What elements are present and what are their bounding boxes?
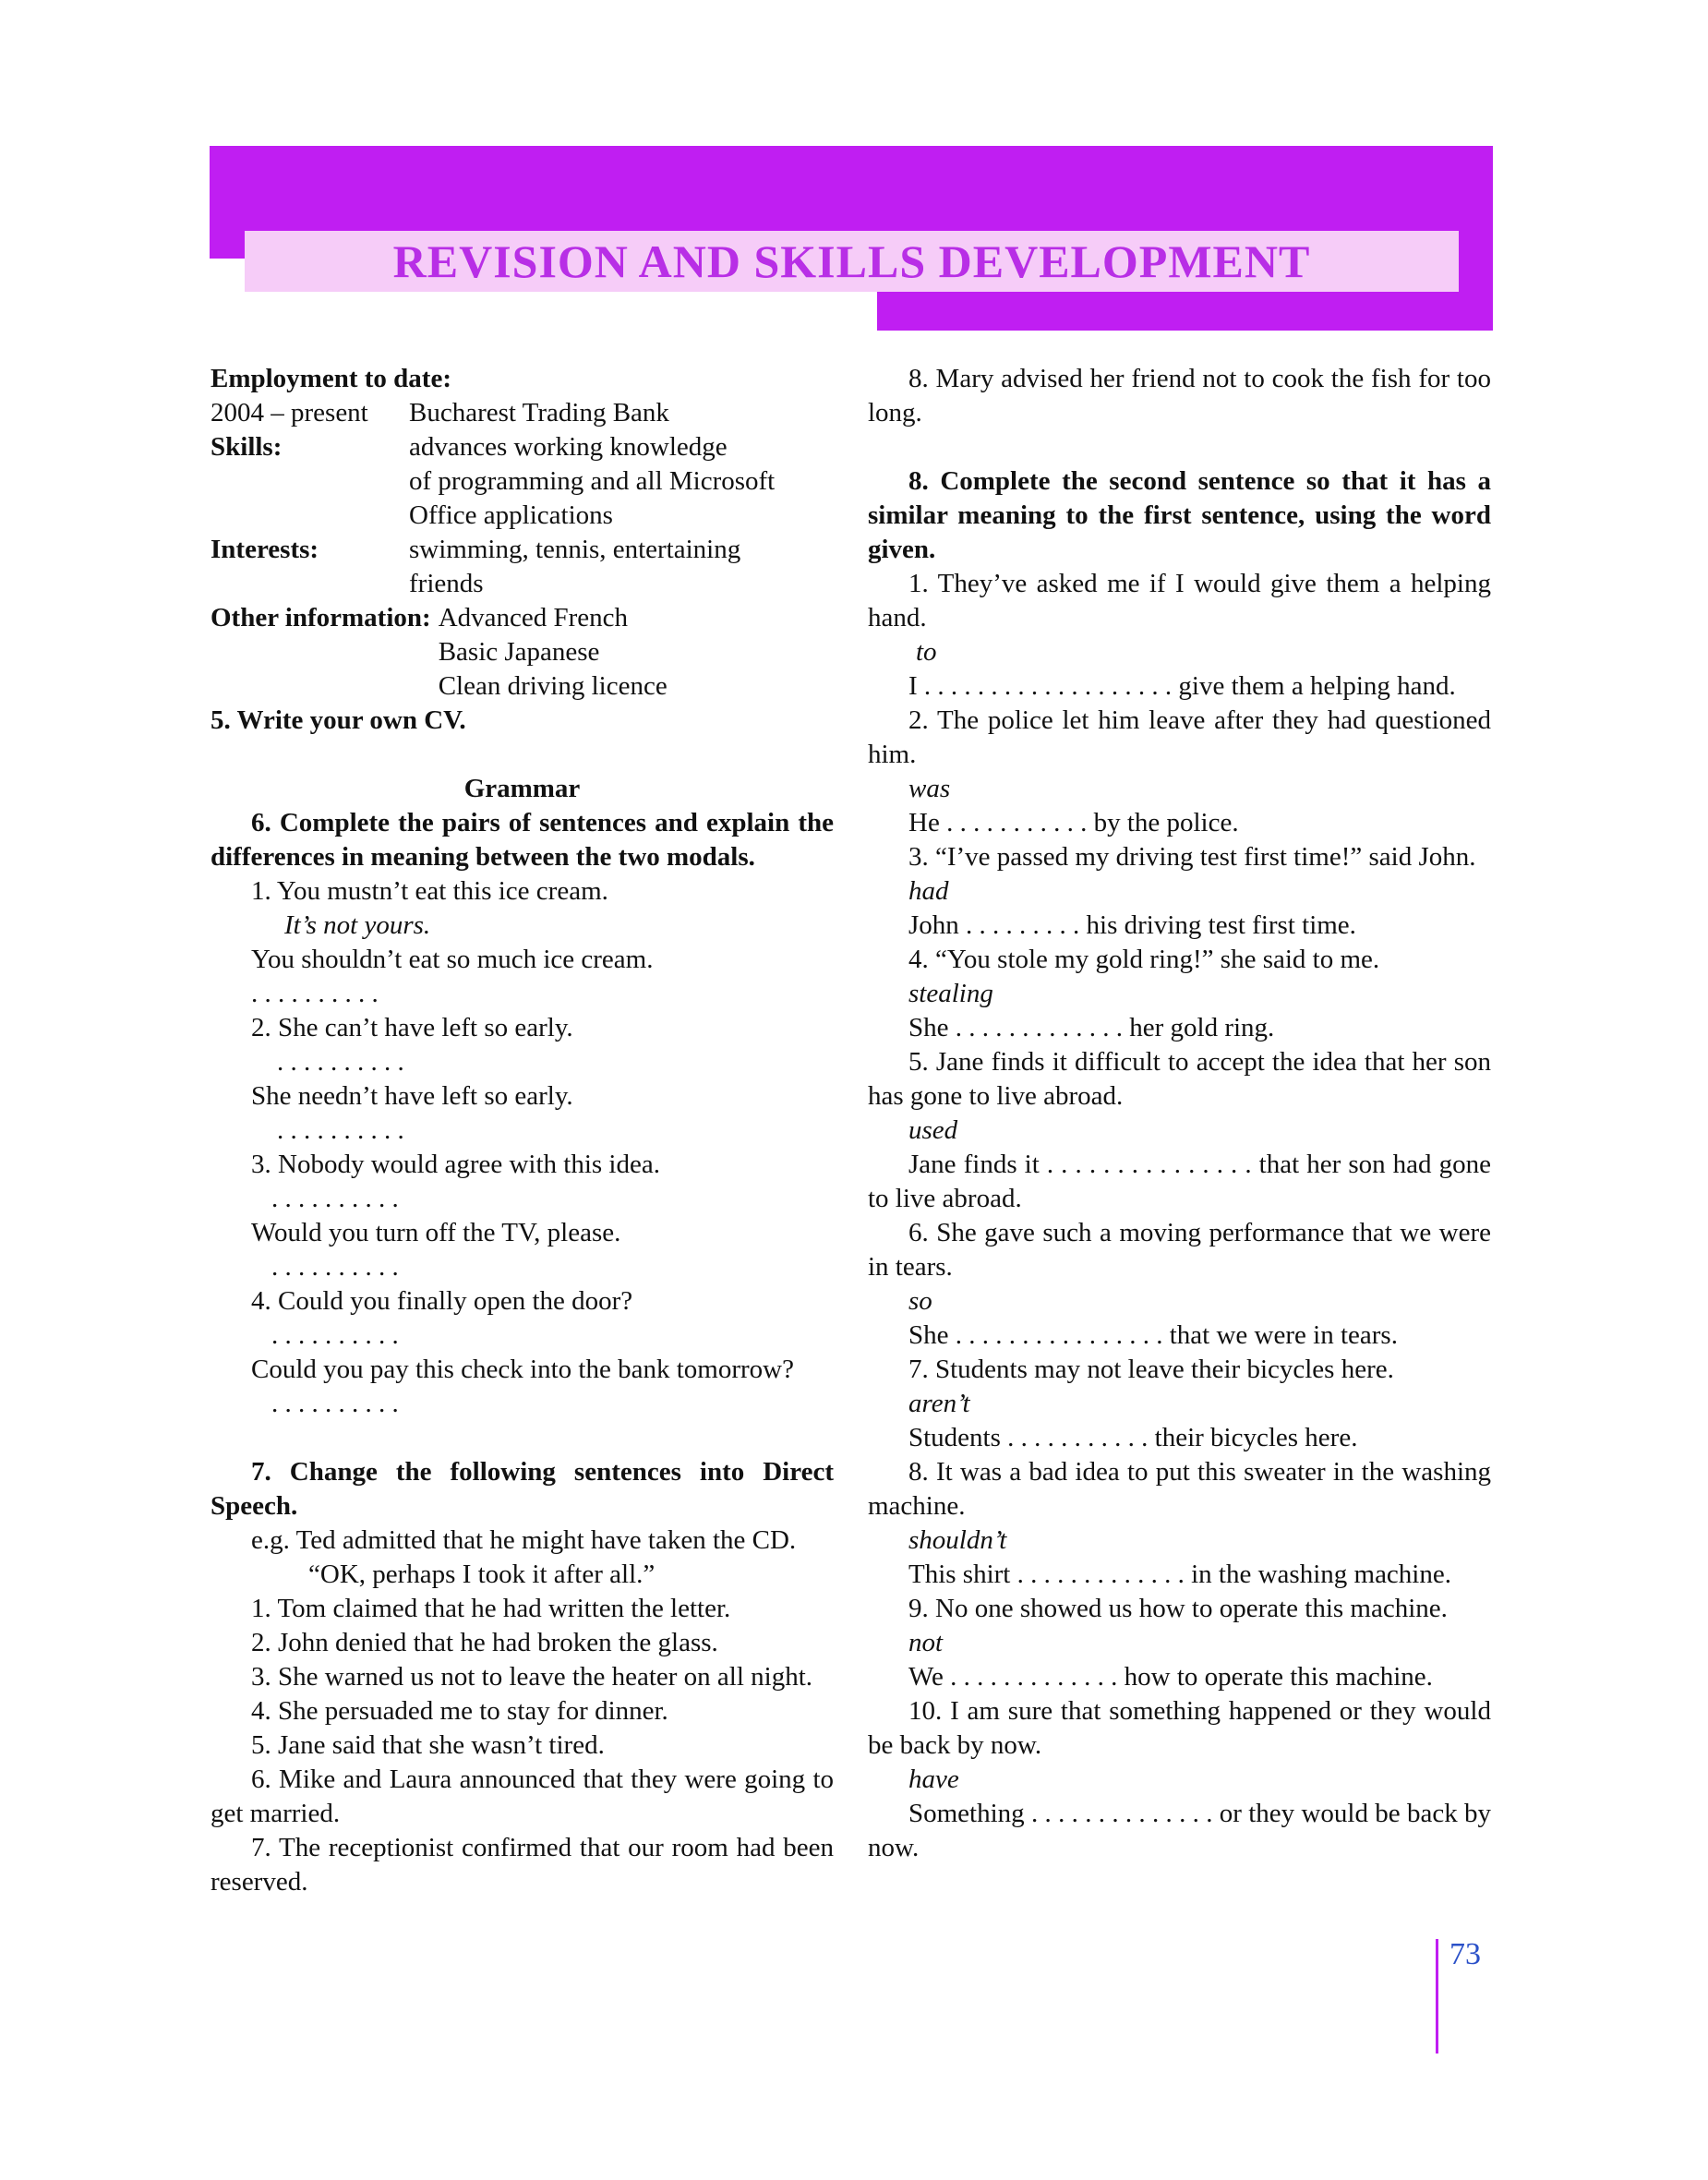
exercise-8-title: 8. Complete the second sentence so that it has a similar meaning to the first sentence, using the word given. [868,466,1491,564]
cv-skills-value [409,430,775,533]
cv-other-value [431,601,668,704]
ex6-dots: . . . . . . . . . . [277,1115,404,1145]
cv-employment-row [210,396,834,430]
ex8-word: have [908,1764,959,1794]
ex8-answer: This shirt . . . . . . . . . . . . . in the washing machine. [908,1560,1451,1589]
ex6-dots: . . . . . . . . . . [271,1320,399,1350]
ex6-line: Would you turn off the TV, please. [251,1218,621,1247]
cv-employment-value: Bucharest Trading Bank [409,398,669,428]
ex8-word: to [916,637,937,667]
ex8-sentence: 6. She gave such a moving performance that we were in tears. [868,1218,1491,1282]
ex8-word: shouldn’t [908,1525,1007,1555]
ex8-word: was [908,774,951,803]
ex6-line: She needn’t have left so early. [251,1081,573,1111]
ex6-line: 4. Could you finally open the door? [251,1286,633,1316]
ex7-item: 3. She warned us not to leave the heater on all night. [251,1662,813,1692]
cv-interests-value [409,533,740,601]
cv-interests-line: friends [409,569,484,598]
cv-skills-line: Office applications [409,500,613,530]
ex6-dots: . . . . . . . . . . [251,979,379,1008]
ex6-dots: . . . . . . . . . . [277,1047,404,1077]
ex8-word: aren’t [908,1389,970,1418]
cv-skills-row [210,430,834,533]
ex8-word: so [908,1286,932,1316]
ex7-item: 5. Jane said that she wasn’t tired. [251,1730,605,1760]
ex7-example: e.g. Ted admitted that he might have taken the CD. [251,1525,797,1555]
ex8-sentence: 9. No one showed us how to operate this machine. [908,1594,1448,1623]
ex8-answer: Something . . . . . . . . . . . . . . or they would be back by now. [868,1799,1491,1862]
ex8-sentence: 4. “You stole my gold ring!” she said to me. [908,945,1380,974]
ex7-item: 4. She persuaded me to stay for dinner. [251,1696,668,1726]
right-column [868,362,1491,1865]
ex6-dots: . . . . . . . . . . [271,1389,399,1418]
cv-other-line: Clean driving licence [438,671,668,701]
ex6-dots: . . . . . . . . . . [271,1252,399,1282]
ex7-item: 2. John denied that he had broken the glass. [251,1628,718,1657]
ex8-answer: She . . . . . . . . . . . . . . . . that we were in tears. [908,1320,1398,1350]
cv-other-row [210,601,834,704]
cv-skills-line: of programming and all Microsoft [409,466,776,496]
ex6-line: You shouldn’t eat so much ice cream. [251,945,654,974]
cv-other-line: Basic Japanese [438,637,600,667]
ex8-word: had [908,876,949,906]
ex6-line: 3. Nobody would agree with this idea. [251,1150,660,1179]
exercise-7-title: 7. Change the following sentences into Direct Speech. [210,1457,834,1521]
cv-employment-heading: Employment to date: [210,364,451,393]
ex6-dots: . . . . . . . . . . [271,1184,399,1213]
cv-other-line: Advanced French [438,603,629,632]
cv-skills-line: advances working knowledge [409,432,728,462]
ex8-sentence: 1. They’ve asked me if I would give them a helping hand. [868,569,1491,632]
ex8-answer: He . . . . . . . . . . . by the police. [908,808,1239,837]
ex8-sentence: 7. Students may not leave their bicycles here. [908,1355,1394,1384]
ex6-line: Could you pay this check into the bank tomorrow? [251,1355,794,1384]
ex8-word: stealing [908,979,993,1008]
exercise-5-title: 5. Write your own CV. [210,705,466,735]
ex6-line: 1. You mustn’t eat this ice cream. [251,876,608,906]
ex7-item: 7. The receptionist confirmed that our room had been reserved. [210,1833,834,1897]
ex8-answer: We . . . . . . . . . . . . . how to operate this machine. [908,1662,1433,1692]
cv-other-label: Other information: [210,603,431,632]
ex8-answer: She . . . . . . . . . . . . . her gold ring. [908,1013,1275,1042]
cv-employment-years: 2004 – present [210,398,368,428]
ex8-sentence: 5. Jane finds it difficult to accept the idea that her son has gone to live abroad. [868,1047,1491,1111]
ex7-item: 8. Mary advised her friend not to cook the fish for too long. [868,364,1491,428]
grammar-heading: Grammar [463,774,581,803]
ex6-line: 2. She can’t have left so early. [251,1013,573,1042]
ex8-word: used [908,1115,958,1145]
cv-interests-row [210,533,834,601]
header-band [245,231,1459,292]
ex7-example-answer: “OK, perhaps I took it after all.” [308,1560,656,1589]
ex7-item: 1. Tom claimed that he had written the letter. [251,1594,731,1623]
ex8-sentence: 8. It was a bad idea to put this sweater in the washing machine. [868,1457,1491,1521]
ex8-sentence: 2. The police let him leave after they had questioned him. [868,705,1491,769]
cv-skills-label: Skills: [210,432,283,462]
ex8-answer: Jane finds it . . . . . . . . . . . . . . . that her son had gone to live abroad. [868,1150,1491,1213]
ex8-answer: I . . . . . . . . . . . . . . . . . . . give them a helping hand. [908,671,1456,701]
page-number-rule [1436,1939,1438,2054]
ex8-word: not [908,1628,944,1657]
page-number: 73 [1449,1937,1481,1971]
ex8-answer: Students . . . . . . . . . . . their bicycles here. [908,1423,1358,1452]
exercise-6-title: 6. Complete the pairs of sentences and explain the differences in meaning between the two modals. [210,808,834,872]
ex8-sentence: 10. I am sure that something happened or they would be back by now. [868,1696,1491,1760]
ex8-sentence: 3. “I’ve passed my driving test first time!” said John. [908,842,1476,872]
page-title: REVISION AND SKILLS DEVELOPMENT [392,235,1311,287]
cv-interests-line: swimming, tennis, entertaining [409,535,741,564]
ex8-answer: John . . . . . . . . . his driving test first time. [908,910,1356,940]
ex6-line: It’s not yours. [284,910,431,940]
ex7-item: 6. Mike and Laura announced that they were going to get married. [210,1764,834,1828]
left-column [210,362,834,1899]
cv-interests-label: Interests: [210,535,319,564]
